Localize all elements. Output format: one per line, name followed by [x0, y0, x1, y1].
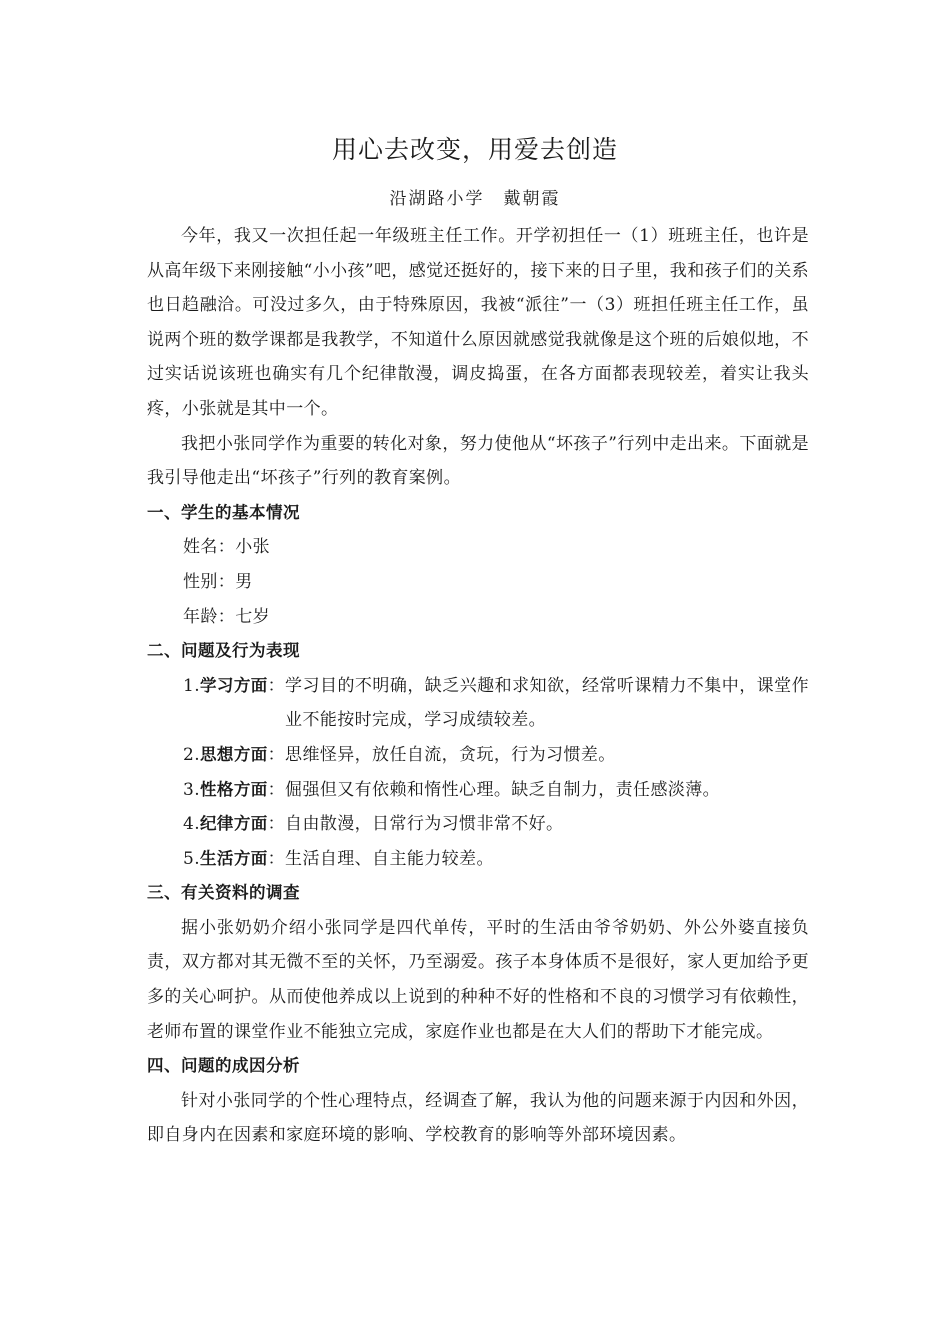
field-gender: 性别：男: [183, 571, 253, 592]
problem-item-text: 思维怪异，放任自流，贪玩，行为习惯差。: [285, 744, 616, 765]
problem-item-life: [147, 842, 809, 877]
problem-item-discipline: [147, 807, 809, 842]
problem-item-label: 1.学习方面：: [183, 675, 286, 696]
problem-item-personality: [147, 773, 809, 808]
intro-paragraph-2: 我把小张同学作为重要的转化对象，努力使他从“坏孩子”行列中走出来。下面就是我引导他走出“坏孩子”行列的教育案例。: [147, 433, 809, 489]
field-age: 年龄：七岁: [183, 606, 270, 627]
problem-item-text: 倔强但又有依赖和惰性心理。缺乏自制力，责任感淡薄。: [285, 779, 721, 800]
field-name: 姓名：小张: [183, 537, 270, 558]
problem-item-text: 学习目的不明确，缺乏兴趣和求知欲，经常听课精力不集中，课堂作业不能按时完成，学习成绩较差。: [285, 675, 809, 731]
document-body: [147, 219, 809, 1153]
problem-item-label: 3.性格方面：: [183, 779, 286, 800]
section-heading-basic-info: 一、学生的基本情况: [147, 502, 300, 522]
problem-item-label: 2.思想方面：: [183, 744, 286, 765]
problem-item-text: 自由散漫，日常行为习惯非常不好。: [285, 814, 564, 835]
problem-item-label: 5.生活方面：: [183, 848, 286, 869]
problem-item-thinking: [147, 738, 809, 773]
author-byline: 沿湖路小学 戴朝霞: [389, 189, 561, 209]
cause-analysis-paragraph: 针对小张同学的个性心理特点，经调查了解，我认为他的问题来源于内因和外因，即自身内在因素和家庭环境的影响、学校教育的影响等外部环境因素。: [147, 1090, 809, 1146]
problem-item-label: 4.纪律方面：: [183, 814, 286, 835]
investigation-paragraph: 据小张奶奶介绍小张同学是四代单传，平时的生活由爷爷奶奶、外公外婆直接负责，双方都对其无微不至的关怀，乃至溺爱。孩子本身体质不是很好，家人更加给予更多的关心呵护。从而使他养成以上说到的种种不好的性格和不良的习惯学习有依赖性，老师布置的课堂作业不能独立完成，家庭作业也都是在大人们的帮助下才能完成。: [147, 917, 809, 1042]
section-heading-investigation: 三、有关资料的调查: [147, 883, 300, 903]
problem-item-study: [147, 669, 809, 738]
intro-paragraph-1: 今年，我又一次担任起一年级班主任工作。开学初担任一（1）班班主任，也许是从高年级下来刚接触“小小孩”吧，感觉还挺好的，接下来的日子里，我和孩子们的关系也日趋融洽。可没过多久，由于特殊原因，我被“派往”一（3）班担任班主任工作，虽说两个班的数学课都是我教学，不知道什么原因就感觉我就像是这个班的后娘似地，不过实话说该班也确实有几个纪律散漫，调皮捣蛋，在各方面都表现较差，着实让我头疼，小张就是其中一个。: [147, 226, 809, 419]
section-heading-cause-analysis: 四、问题的成因分析: [147, 1056, 300, 1076]
section-heading-problems: 二、问题及行为表现: [147, 641, 300, 661]
document-title: 用心去改变，用爱去创造: [331, 135, 618, 164]
problem-item-text: 生活自理、自主能力较差。: [285, 848, 494, 869]
